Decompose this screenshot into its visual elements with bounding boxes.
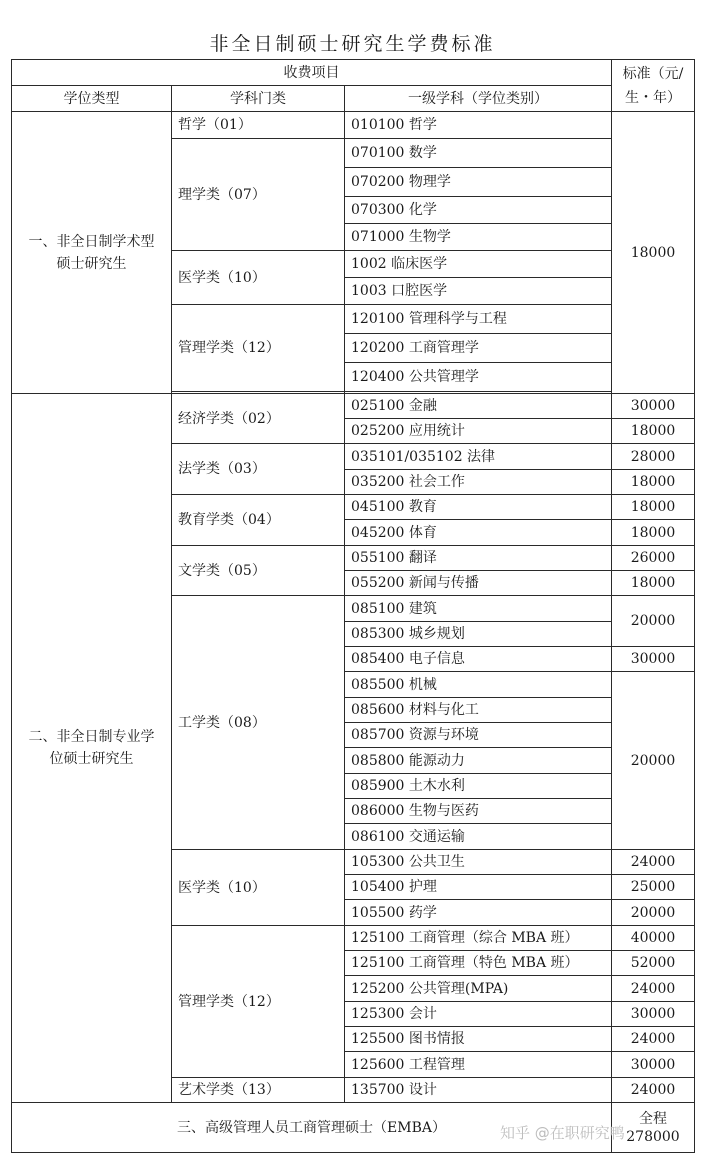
- fee-cell: 28000: [612, 444, 695, 470]
- subject-cell: 070100 数学: [345, 139, 612, 168]
- fee-line-2: 278000: [626, 1128, 680, 1145]
- subject-cell: 035101/035102 法律: [345, 444, 612, 470]
- discipline-cell: 教育学类（04）: [172, 495, 345, 546]
- section2-label: 二、非全日制专业学位硕士研究生: [12, 394, 172, 1103]
- subject-cell: 125200 公共管理(MPA): [345, 976, 612, 1002]
- subject-cell: 055100 翻译: [345, 546, 612, 571]
- subject-cell: 025100 金融: [345, 394, 612, 419]
- watermark: 知乎 @在职研究鸭: [500, 1124, 625, 1142]
- discipline-cell: 医学类（10）: [172, 251, 345, 305]
- subject-cell: 085100 建筑: [345, 596, 612, 622]
- page-title: 非全日制硕士研究生学费标准: [209, 33, 496, 55]
- fee-cell: 18000: [612, 419, 695, 444]
- table-row: [12, 394, 695, 419]
- subject-cell: 071000 生物学: [345, 224, 612, 251]
- subject-cell: 035200 社会工作: [345, 470, 612, 495]
- subject-cell: 085400 电子信息: [345, 647, 612, 672]
- fee-cell: 24000: [612, 976, 695, 1002]
- discipline-cell: 理学类（07）: [172, 139, 345, 251]
- fee-cell: 18000: [612, 112, 695, 394]
- subject-cell: 085800 能源动力: [345, 748, 612, 774]
- fee-cell: 18000: [612, 520, 695, 546]
- fee-cell: 52000: [612, 951, 695, 976]
- header-row-2: [12, 86, 695, 112]
- discipline-cell: 艺术学类（13）: [172, 1078, 345, 1103]
- subject-cell: 1003 口腔医学: [345, 278, 612, 305]
- discipline-cell: 工学类（08）: [172, 596, 345, 850]
- fee-cell: 24000: [612, 850, 695, 875]
- fee-cell: 30000: [612, 394, 695, 419]
- subject-cell: 086100 交通运输: [345, 824, 612, 850]
- subject-cell: 125100 工商管理（综合 MBA 班）: [345, 926, 612, 951]
- subject-cell: 105400 护理: [345, 875, 612, 900]
- fee-standard-table: [11, 59, 695, 1153]
- fee-cell: 18000: [612, 495, 695, 520]
- subject-cell: 025200 应用统计: [345, 419, 612, 444]
- subject-cell: 085300 城乡规划: [345, 622, 612, 647]
- fee-cell: 30000: [612, 1052, 695, 1078]
- fee-line-1: 全程: [639, 1110, 667, 1127]
- subject-cell: 085600 材料与化工: [345, 698, 612, 723]
- subject-cell: 125100 工商管理（特色 MBA 班）: [345, 951, 612, 976]
- subject-cell: 125300 会计: [345, 1002, 612, 1027]
- fee-cell: 25000: [612, 875, 695, 900]
- fee-cell: 18000: [612, 470, 695, 495]
- header-fee-items: 收费项目: [12, 60, 612, 86]
- header-first-level: 一级学科（学位类别）: [345, 86, 612, 112]
- discipline-cell: 医学类（10）: [172, 850, 345, 926]
- subject-cell: 086000 生物与医药: [345, 799, 612, 824]
- fee-cell: 24000: [612, 1027, 695, 1052]
- section3-label: 三、高级管理人员工商管理硕士（EMBA）: [12, 1103, 612, 1153]
- subject-cell: 135700 设计: [345, 1078, 612, 1103]
- subject-cell: 045200 体育: [345, 520, 612, 546]
- discipline-cell: 法学类（03）: [172, 444, 345, 495]
- subject-cell: 120400 公共管理学: [345, 363, 612, 392]
- subject-cell: 120200 工商管理学: [345, 334, 612, 363]
- discipline-cell: 管理学类（12）: [172, 305, 345, 392]
- fee-cell: 18000: [612, 571, 695, 596]
- subject-cell: 085500 机械: [345, 672, 612, 698]
- subject-cell: 045100 教育: [345, 495, 612, 520]
- subject-cell: 070300 化学: [345, 197, 612, 224]
- subject-cell: 125600 工程管理: [345, 1052, 612, 1078]
- subject-cell: 105300 公共卫生: [345, 850, 612, 875]
- fee-cell: 40000: [612, 926, 695, 951]
- fee-cell: 30000: [612, 647, 695, 672]
- subject-cell: 085700 资源与环境: [345, 723, 612, 748]
- header-row-1: [12, 60, 695, 86]
- header-discipline: 学科门类: [172, 86, 345, 112]
- subject-cell: 070200 物理学: [345, 168, 612, 197]
- subject-cell: 105500 药学: [345, 900, 612, 926]
- discipline-cell: 经济学类（02）: [172, 394, 345, 444]
- subject-cell: 055200 新闻与传播: [345, 571, 612, 596]
- fee-cell: 20000: [612, 596, 695, 647]
- header-standard: 标准（元/生・年）: [612, 60, 695, 112]
- subject-cell: 085900 土木水利: [345, 774, 612, 799]
- subject-cell: 125500 图书情报: [345, 1027, 612, 1052]
- section1-label: 一、非全日制学术型硕士研究生: [12, 112, 172, 394]
- discipline-cell: 文学类（05）: [172, 546, 345, 596]
- fee-cell: 20000: [612, 900, 695, 926]
- table-row: [12, 112, 695, 139]
- fee-cell: 26000: [612, 546, 695, 571]
- header-degree-type: 学位类型: [12, 86, 172, 112]
- fee-cell: 24000: [612, 1078, 695, 1103]
- fee-cell: 30000: [612, 1002, 695, 1027]
- discipline-cell: 管理学类（12）: [172, 926, 345, 1078]
- subject-cell: 1002 临床医学: [345, 251, 612, 278]
- fee-cell: 20000: [612, 672, 695, 850]
- subject-cell: 010100 哲学: [345, 112, 612, 139]
- subject-cell: 120100 管理科学与工程: [345, 305, 612, 334]
- discipline-cell: 哲学（01）: [172, 112, 345, 139]
